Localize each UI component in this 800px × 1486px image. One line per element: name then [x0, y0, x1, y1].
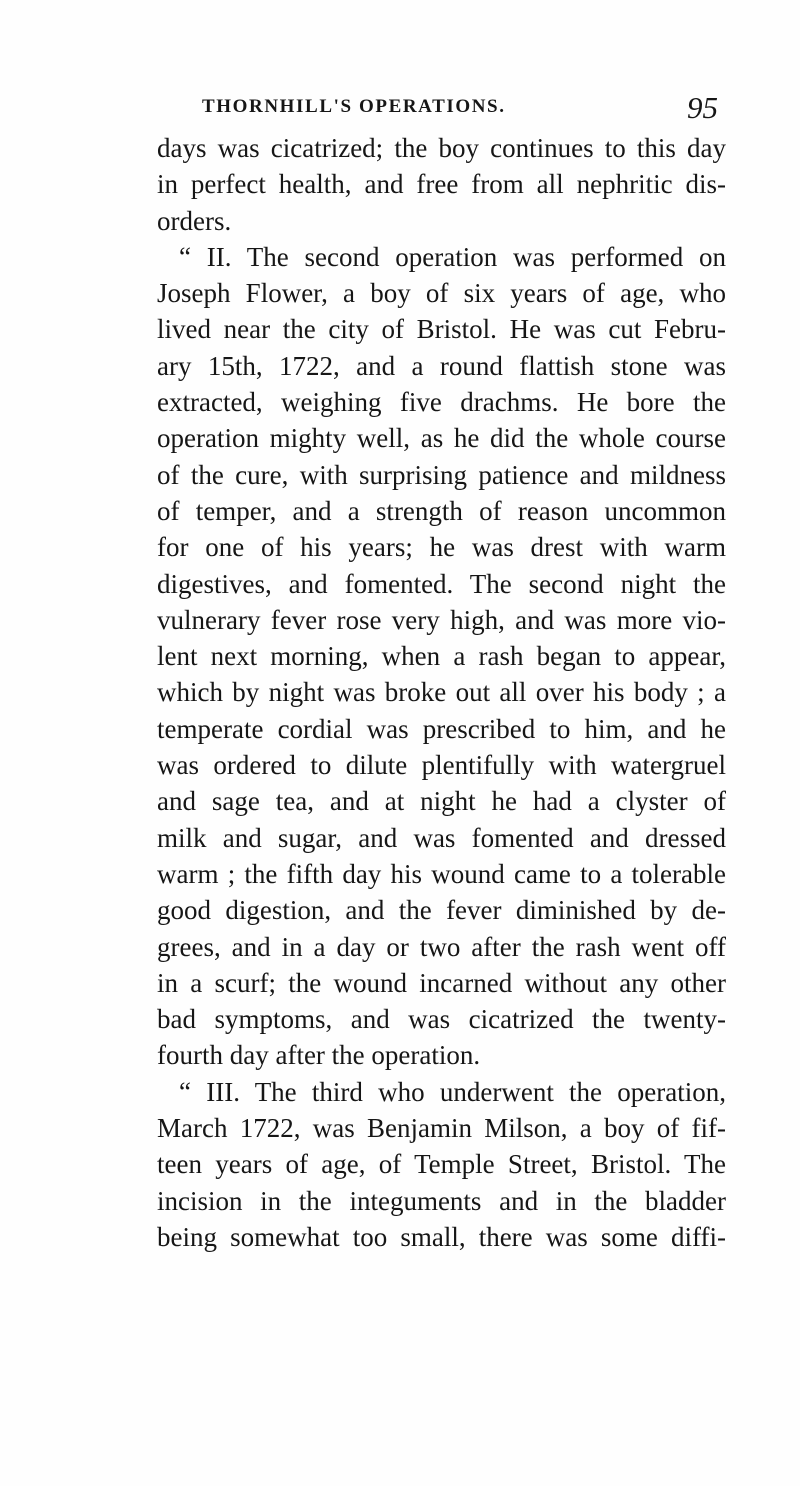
body-text [157, 130, 726, 1255]
text-line: being somewhat too small, there was some diffi- [157, 1221, 726, 1252]
text-line: ary 15th, 1722, and a round flattish stone was [157, 350, 726, 381]
text-line: bad symptoms, and was cicatrized the twenty- [157, 1004, 726, 1035]
text-line: of temper, and a strength of reason uncommon [157, 495, 726, 526]
text-line: March 1722, was Benjamin Milson, a boy of fif- [157, 1113, 726, 1144]
text-line: orders. [157, 205, 232, 236]
text-line: and sage tea, and at night he had a clyster of [157, 786, 726, 817]
text-line: grees, and in a day or two after the rash went off [157, 931, 726, 962]
text-line: “ II. The second operation was performed on [179, 241, 726, 272]
text-line: milk and sugar, and was fomented and dressed [157, 822, 726, 853]
text-line: days was cicatrized; the boy continues to this day [157, 133, 726, 163]
text-line: lived near the city of Bristol. He was cut Febru- [157, 314, 726, 345]
page-number: 95 [687, 90, 718, 125]
running-title: THORNHILL'S OPERATIONS. [202, 96, 506, 117]
text-line: lent next morning, when a rash began to appear, [157, 641, 726, 672]
text-line: fourth day after the operation. [157, 1040, 481, 1071]
text-line: warm ; the fifth day his wound came to a tolerable [157, 858, 726, 889]
text-line: Joseph Flower, a boy of six years of age, who [157, 278, 726, 309]
text-line: in perfect health, and free from all nephritic dis- [157, 169, 726, 200]
text-line: digestives, and fomented. The second night the [157, 568, 726, 599]
text-line: which by night was broke out all over his body ; a [157, 677, 726, 708]
text-line: extracted, weighing five drachms. He bore the [157, 387, 726, 418]
text-line: incision in the integuments and in the bladder [157, 1185, 726, 1216]
text-line: of the cure, with surprising patience and mildness [157, 459, 726, 490]
text-line: vulnerary fever rose very high, and was more vio- [157, 604, 726, 635]
text-line: for one of his years; he was drest with warm [157, 532, 726, 563]
text-line: in a scurf; the wound incarned without any other [157, 967, 726, 998]
text-line: was ordered to dilute plentifully with watergruel [157, 750, 726, 781]
text-line: operation mighty well, as he did the whole course [157, 423, 726, 454]
running-head [158, 92, 718, 126]
text-line: “ III. The third who underwent the operation, [179, 1076, 726, 1107]
text-line: teen years of age, of Temple Street, Bristol. The [157, 1149, 726, 1180]
text-line: temperate cordial was prescribed to him, and he [157, 713, 726, 744]
text-line: good digestion, and the fever diminished by de- [157, 895, 726, 926]
